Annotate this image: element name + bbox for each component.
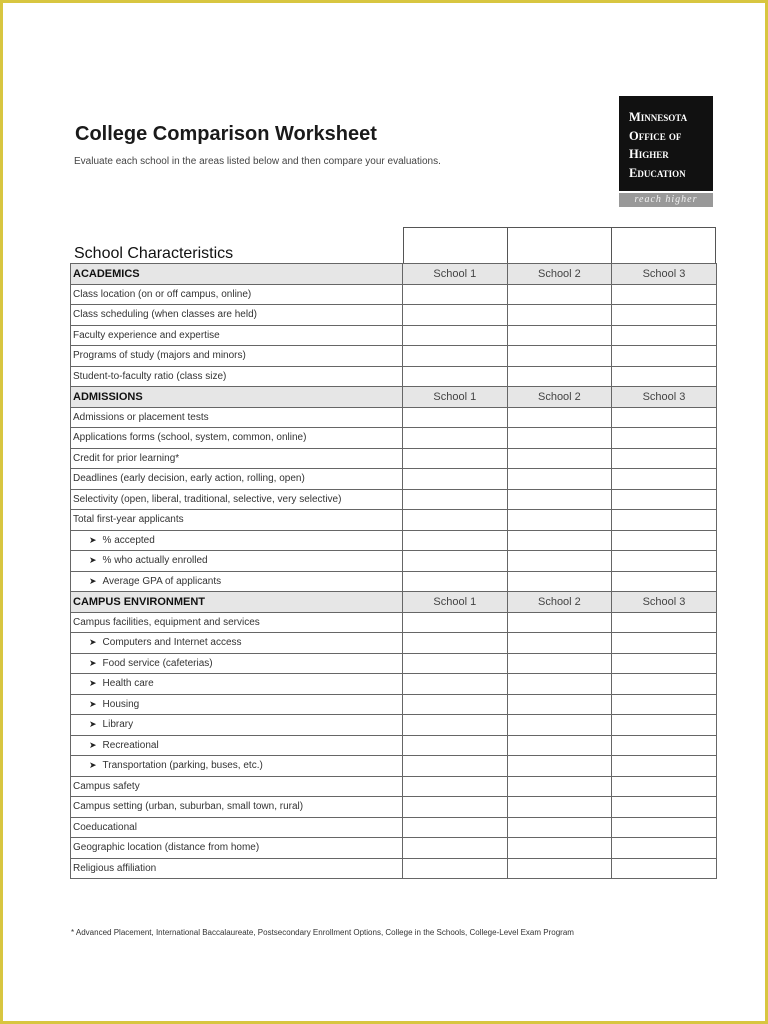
- table-row: [71, 346, 717, 367]
- section-name: CAMPUS ENVIRONMENT: [71, 592, 403, 613]
- evaluation-cell[interactable]: [507, 551, 612, 572]
- row-label-cell: [71, 530, 403, 551]
- evaluation-cell[interactable]: [403, 653, 508, 674]
- evaluation-cell[interactable]: [507, 489, 612, 510]
- evaluation-cell[interactable]: [403, 530, 508, 551]
- evaluation-cell[interactable]: [507, 694, 612, 715]
- row-label-cell: [71, 612, 403, 633]
- row-label-cell: [71, 776, 403, 797]
- evaluation-cell[interactable]: [403, 858, 508, 879]
- row-label-cell: [71, 510, 403, 531]
- table-row: [71, 571, 717, 592]
- row-label-cell: [71, 797, 403, 818]
- table-row: [71, 817, 717, 838]
- school-column-label: School 2: [507, 387, 612, 408]
- table-row: [71, 510, 717, 531]
- table-row: [71, 530, 717, 551]
- table-row: [71, 284, 717, 305]
- school-2-name-cell[interactable]: [507, 227, 611, 263]
- evaluation-cell[interactable]: [612, 305, 717, 326]
- row-label-cell: [71, 448, 403, 469]
- evaluation-cell[interactable]: [403, 735, 508, 756]
- table-row: [71, 489, 717, 510]
- row-label: Library: [102, 719, 134, 731]
- evaluation-cell[interactable]: [403, 510, 508, 531]
- table-row: [71, 694, 717, 715]
- table-row: [71, 858, 717, 879]
- row-label: Geographic location (distance from home): [73, 842, 260, 854]
- row-label: Admissions or placement tests: [73, 411, 209, 423]
- evaluation-cell[interactable]: [612, 612, 717, 633]
- evaluation-cell[interactable]: [507, 797, 612, 818]
- row-label-cell: [71, 571, 403, 592]
- row-label-cell: [71, 694, 403, 715]
- table-row: [71, 448, 717, 469]
- evaluation-cell[interactable]: [507, 366, 612, 387]
- table-row: [71, 325, 717, 346]
- evaluation-cell[interactable]: [403, 469, 508, 490]
- table-row: [71, 305, 717, 326]
- row-label-cell: [71, 817, 403, 838]
- page-subtitle: Evaluate each school in the areas listed below and then compare your evaluations.: [74, 156, 441, 167]
- logo-line: Education: [629, 165, 686, 180]
- row-label: Student-to-faculty ratio (class size): [73, 370, 227, 382]
- row-label-cell: [71, 715, 403, 736]
- row-label: Campus facilities, equipment and services: [73, 616, 260, 628]
- row-label: % accepted: [102, 534, 155, 546]
- row-label-cell: [71, 858, 403, 879]
- worksheet-page: [3, 3, 765, 1021]
- school-name-cells: [403, 227, 716, 263]
- row-label: Transportation (parking, buses, etc.): [102, 760, 263, 772]
- evaluation-cell[interactable]: [612, 776, 717, 797]
- evaluation-cell[interactable]: [612, 735, 717, 756]
- table-row: [71, 797, 717, 818]
- evaluation-cell[interactable]: [403, 674, 508, 695]
- evaluation-cell[interactable]: [612, 469, 717, 490]
- evaluation-cell[interactable]: [612, 838, 717, 859]
- evaluation-cell[interactable]: [612, 407, 717, 428]
- evaluation-cell[interactable]: [612, 694, 717, 715]
- evaluation-cell[interactable]: [403, 715, 508, 736]
- evaluation-cell[interactable]: [403, 284, 508, 305]
- row-label-cell: [71, 633, 403, 654]
- row-label: Programs of study (majors and minors): [73, 350, 246, 362]
- mohe-logo: [619, 96, 713, 191]
- section-title: School Characteristics: [74, 245, 234, 262]
- evaluation-cell[interactable]: [612, 448, 717, 469]
- row-label-cell: [71, 305, 403, 326]
- page-title: College Comparison Worksheet: [75, 123, 377, 145]
- arrow-bullet-icon: ➤: [89, 739, 97, 750]
- evaluation-cell[interactable]: [403, 305, 508, 326]
- evaluation-cell[interactable]: [507, 510, 612, 531]
- evaluation-cell[interactable]: [403, 797, 508, 818]
- table-row: [71, 756, 717, 777]
- row-label-cell: [71, 284, 403, 305]
- row-label-cell: [71, 653, 403, 674]
- evaluation-cell[interactable]: [612, 428, 717, 449]
- evaluation-cell[interactable]: [507, 735, 612, 756]
- evaluation-cell[interactable]: [507, 325, 612, 346]
- arrow-bullet-icon: ➤: [89, 760, 97, 771]
- arrow-bullet-icon: ➤: [89, 657, 97, 668]
- school-1-name-cell[interactable]: [403, 227, 507, 263]
- row-label: Deadlines (early decision, early action, rolling, open): [73, 473, 305, 485]
- evaluation-cell[interactable]: [612, 366, 717, 387]
- evaluation-cell[interactable]: [612, 633, 717, 654]
- evaluation-cell[interactable]: [612, 530, 717, 551]
- evaluation-cell[interactable]: [507, 284, 612, 305]
- row-label: Average GPA of applicants: [102, 575, 222, 587]
- evaluation-cell[interactable]: [612, 325, 717, 346]
- school-column-label: School 1: [403, 592, 508, 613]
- evaluation-cell[interactable]: [403, 612, 508, 633]
- evaluation-cell[interactable]: [507, 448, 612, 469]
- evaluation-cell[interactable]: [507, 428, 612, 449]
- row-label: Housing: [102, 698, 140, 710]
- table-row: [71, 653, 717, 674]
- school-column-label: School 3: [612, 592, 717, 613]
- evaluation-cell[interactable]: [403, 346, 508, 367]
- table-row: [71, 612, 717, 633]
- row-label: % who actually enrolled: [102, 555, 208, 567]
- evaluation-cell[interactable]: [612, 715, 717, 736]
- row-label: Class scheduling (when classes are held): [73, 309, 257, 321]
- evaluation-cell[interactable]: [507, 817, 612, 838]
- evaluation-cell[interactable]: [507, 838, 612, 859]
- evaluation-cell[interactable]: [612, 571, 717, 592]
- row-label-cell: [71, 551, 403, 572]
- row-label-cell: [71, 325, 403, 346]
- evaluation-cell[interactable]: [403, 489, 508, 510]
- logo-line: Minnesota: [629, 110, 688, 124]
- row-label-cell: [71, 346, 403, 367]
- row-label-cell: [71, 407, 403, 428]
- evaluation-cell[interactable]: [507, 571, 612, 592]
- school-column-label: School 1: [403, 264, 508, 285]
- evaluation-cell[interactable]: [403, 448, 508, 469]
- section-name: ADMISSIONS: [71, 387, 403, 408]
- evaluation-cell[interactable]: [403, 551, 508, 572]
- evaluation-cell[interactable]: [507, 469, 612, 490]
- school-3-name-cell[interactable]: [611, 227, 716, 263]
- section-header-row: [71, 592, 717, 613]
- evaluation-cell[interactable]: [403, 633, 508, 654]
- evaluation-cell[interactable]: [507, 612, 612, 633]
- evaluation-cell[interactable]: [403, 366, 508, 387]
- row-label-cell: [71, 469, 403, 490]
- evaluation-cell[interactable]: [403, 694, 508, 715]
- arrow-bullet-icon: ➤: [89, 719, 97, 730]
- table-row: [71, 715, 717, 736]
- section-header-row: [71, 264, 717, 285]
- row-label: Coeducational: [73, 821, 137, 833]
- evaluation-cell[interactable]: [507, 858, 612, 879]
- arrow-bullet-icon: ➤: [89, 534, 97, 545]
- logo-tagline: reach higher: [619, 193, 713, 207]
- evaluation-cell[interactable]: [507, 407, 612, 428]
- evaluation-cell[interactable]: [403, 325, 508, 346]
- evaluation-cell[interactable]: [507, 653, 612, 674]
- comparison-table-body: [71, 264, 717, 879]
- section-header-row: [71, 387, 717, 408]
- row-label: Food service (cafeterias): [102, 657, 213, 669]
- table-row: [71, 633, 717, 654]
- school-column-label: School 2: [507, 264, 612, 285]
- table-row: [71, 776, 717, 797]
- footnote: * Advanced Placement, International Baccalaureate, Postsecondary Enrollment Options, College in the Schools, College-Level Exam Program: [71, 928, 574, 937]
- table-row: [71, 735, 717, 756]
- table-row: [71, 469, 717, 490]
- evaluation-cell[interactable]: [612, 674, 717, 695]
- evaluation-cell[interactable]: [612, 858, 717, 879]
- row-label: Religious affiliation: [73, 862, 157, 874]
- evaluation-cell[interactable]: [403, 407, 508, 428]
- comparison-table: [70, 263, 717, 879]
- evaluation-cell[interactable]: [507, 530, 612, 551]
- school-column-label: School 1: [403, 387, 508, 408]
- logo-line: Higher: [629, 147, 669, 161]
- arrow-bullet-icon: ➤: [89, 698, 97, 709]
- logo-line: Office of: [629, 128, 682, 143]
- row-label-cell: [71, 366, 403, 387]
- evaluation-cell[interactable]: [507, 305, 612, 326]
- evaluation-cell[interactable]: [612, 756, 717, 777]
- row-label: Health care: [102, 678, 154, 690]
- evaluation-cell[interactable]: [612, 551, 717, 572]
- row-label-cell: [71, 489, 403, 510]
- evaluation-cell[interactable]: [507, 756, 612, 777]
- row-label: Campus setting (urban, suburban, small town, rural): [73, 801, 304, 813]
- evaluation-cell[interactable]: [612, 510, 717, 531]
- arrow-bullet-icon: ➤: [89, 637, 97, 648]
- evaluation-cell[interactable]: [507, 715, 612, 736]
- evaluation-cell[interactable]: [403, 428, 508, 449]
- arrow-bullet-icon: ➤: [89, 678, 97, 689]
- row-label: Selectivity (open, liberal, traditional, selective, very selective): [73, 493, 342, 505]
- row-label: Faculty experience and expertise: [73, 329, 220, 341]
- row-label: Computers and Internet access: [102, 637, 242, 649]
- row-label: Campus safety: [73, 780, 140, 792]
- row-label: Class location (on or off campus, online): [73, 288, 252, 300]
- arrow-bullet-icon: ➤: [89, 575, 97, 586]
- evaluation-cell[interactable]: [403, 756, 508, 777]
- table-row: [71, 838, 717, 859]
- section-name: ACADEMICS: [71, 264, 403, 285]
- evaluation-cell[interactable]: [507, 633, 612, 654]
- school-column-label: School 3: [612, 387, 717, 408]
- row-label-cell: [71, 428, 403, 449]
- row-label-cell: [71, 735, 403, 756]
- evaluation-cell[interactable]: [403, 776, 508, 797]
- table-row: [71, 674, 717, 695]
- evaluation-cell[interactable]: [507, 776, 612, 797]
- evaluation-cell[interactable]: [612, 653, 717, 674]
- row-label: Recreational: [102, 739, 159, 751]
- arrow-bullet-icon: ➤: [89, 555, 97, 566]
- evaluation-cell[interactable]: [612, 346, 717, 367]
- evaluation-cell[interactable]: [507, 346, 612, 367]
- row-label: Credit for prior learning*: [73, 452, 180, 464]
- table-row: [71, 428, 717, 449]
- table-row: [71, 366, 717, 387]
- evaluation-cell[interactable]: [612, 489, 717, 510]
- table-row: [71, 407, 717, 428]
- evaluation-cell[interactable]: [612, 817, 717, 838]
- evaluation-cell[interactable]: [403, 571, 508, 592]
- school-column-label: School 2: [507, 592, 612, 613]
- evaluation-cell[interactable]: [403, 838, 508, 859]
- school-column-label: School 3: [612, 264, 717, 285]
- evaluation-cell[interactable]: [612, 797, 717, 818]
- row-label: Applications forms (school, system, common, online): [73, 432, 307, 444]
- evaluation-cell[interactable]: [612, 284, 717, 305]
- row-label-cell: [71, 756, 403, 777]
- row-label-cell: [71, 674, 403, 695]
- row-label-cell: [71, 838, 403, 859]
- evaluation-cell[interactable]: [403, 817, 508, 838]
- row-label: Total first-year applicants: [73, 514, 184, 526]
- table-row: [71, 551, 717, 572]
- evaluation-cell[interactable]: [507, 674, 612, 695]
